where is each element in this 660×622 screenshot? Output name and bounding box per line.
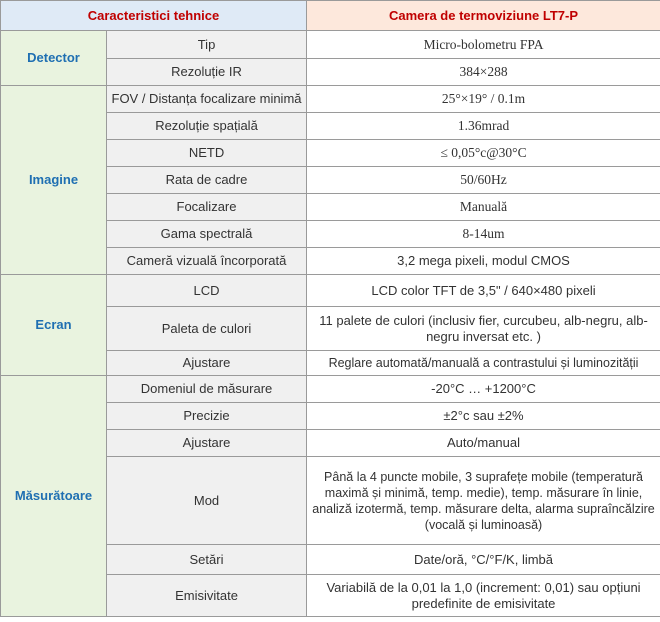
header-label-right: Camera de termoviziune LT7-P xyxy=(307,1,660,31)
param-label: Cameră vizuală încorporată xyxy=(107,248,307,275)
category-detector: Detector xyxy=(1,31,107,86)
param-value: Variabilă de la 0,01 la 1,0 (increment: 0,01) sau opțiuni predefinite de emisivitate xyxy=(307,575,660,617)
category-ecran: Ecran xyxy=(1,275,107,376)
param-label: Tip xyxy=(107,31,307,59)
param-label: Rezoluție IR xyxy=(107,59,307,86)
param-value: ±2°c sau ±2% xyxy=(307,403,660,430)
param-label: NETD xyxy=(107,140,307,167)
table-row xyxy=(1,86,660,113)
param-label: Mod xyxy=(107,457,307,545)
param-label: Focalizare xyxy=(107,194,307,221)
param-value: -20°C … +1200°C xyxy=(307,376,660,403)
param-label: Ajustare xyxy=(107,430,307,457)
param-label: Gama spectrală xyxy=(107,221,307,248)
param-value: Reglare automată/manuală a contrastului și luminozității xyxy=(307,351,660,376)
param-label: Rata de cadre xyxy=(107,167,307,194)
category-imagine: Imagine xyxy=(1,86,107,275)
param-value: Micro-bolometru FPA xyxy=(307,31,660,59)
table-row xyxy=(1,376,660,403)
header-label-left: Caracteristici tehnice xyxy=(1,1,307,31)
param-value: Manuală xyxy=(307,194,660,221)
param-value: 8-14um xyxy=(307,221,660,248)
param-value: 11 palete de culori (inclusiv fier, curcubeu, alb-negru, alb-negru inversat etc. ) xyxy=(307,307,660,351)
param-value: ≤ 0,05°c@30°C xyxy=(307,140,660,167)
param-label: Paleta de culori xyxy=(107,307,307,351)
table-row xyxy=(1,31,660,59)
param-value: 384×288 xyxy=(307,59,660,86)
table-row xyxy=(1,275,660,307)
param-value: Auto/manual xyxy=(307,430,660,457)
param-value: 50/60Hz xyxy=(307,167,660,194)
param-label: Rezoluție spațială xyxy=(107,113,307,140)
param-label: Setări xyxy=(107,545,307,575)
param-label: LCD xyxy=(107,275,307,307)
param-value: Date/oră, °C/°F/K, limbă xyxy=(307,545,660,575)
param-label: Emisivitate xyxy=(107,575,307,617)
param-label: Ajustare xyxy=(107,351,307,376)
param-value: LCD color TFT de 3,5" / 640×480 pixeli xyxy=(307,275,660,307)
param-label: Domeniul de măsurare xyxy=(107,376,307,403)
category-masuratoare: Măsurătoare xyxy=(1,376,107,617)
param-value: 1.36mrad xyxy=(307,113,660,140)
param-label: FOV / Distanța focalizare minimă xyxy=(107,86,307,113)
header-row xyxy=(1,1,660,31)
param-value: 25°×19° / 0.1m xyxy=(307,86,660,113)
param-value: 3,2 mega pixeli, modul CMOS xyxy=(307,248,660,275)
param-value: Până la 4 puncte mobile, 3 suprafețe mobile (temperatură maximă și minimă, temp. medie), temp. măsurare în linie, analiză izotermă, temp. măsurare delta, alarma supraîncălzire (vocală și luminoasă) xyxy=(307,457,660,545)
param-label: Precizie xyxy=(107,403,307,430)
